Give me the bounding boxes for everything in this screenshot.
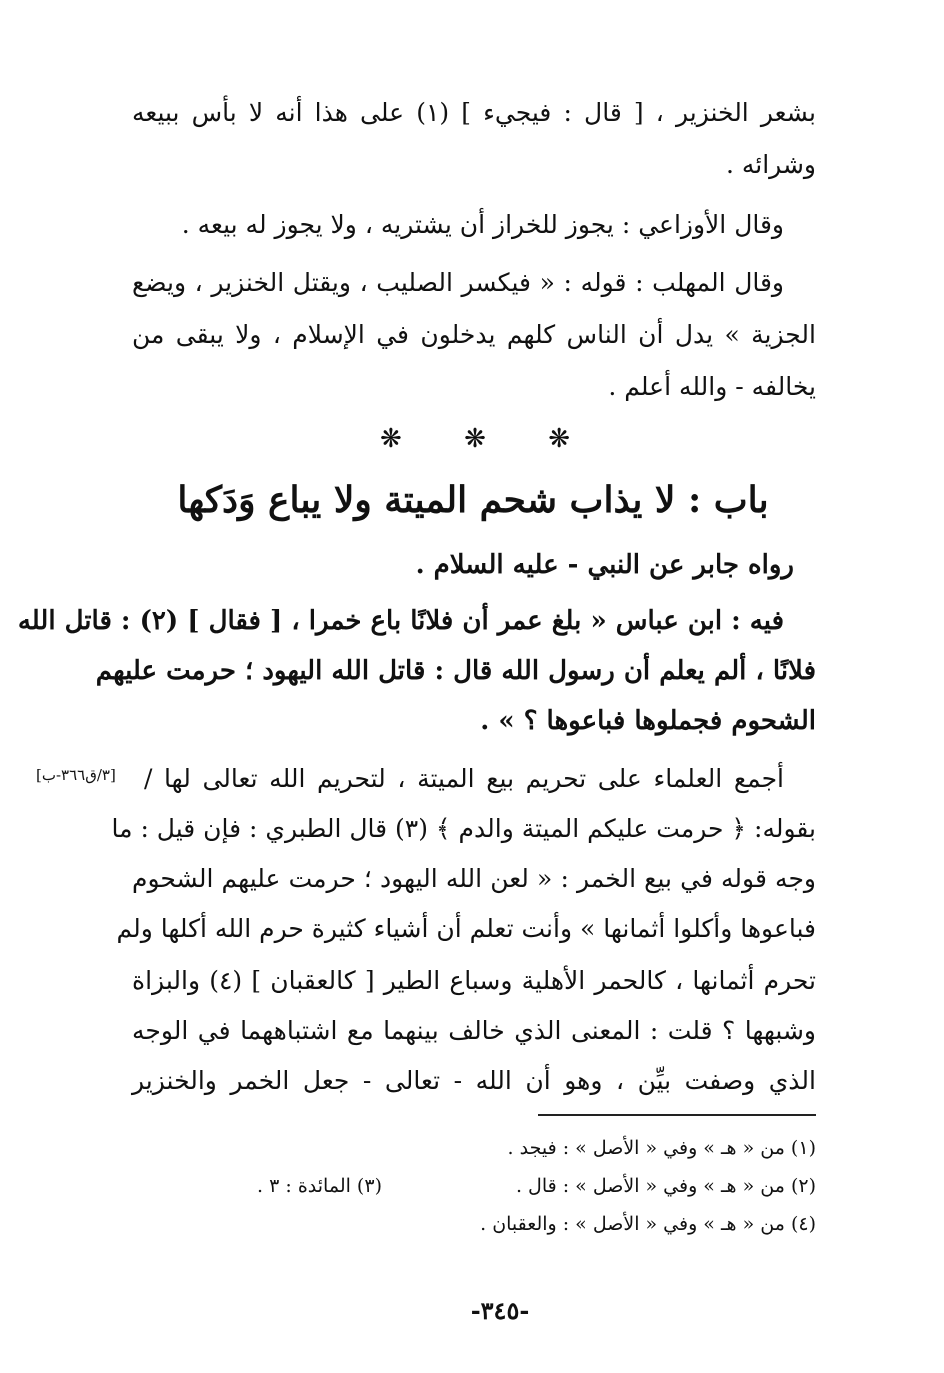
narration-line: رواه جابر عن النبي - عليه السلام .: [415, 550, 794, 580]
section-separator: [380, 424, 570, 454]
text-line: الجزية » يدل أن الناس كلهم يدخلون في الإسلام ، ولا يبقى من: [132, 320, 816, 349]
text-line: بقوله: ﴿ حرمت عليكم الميتة والدم ﴾ (٣) قال الطبري : فإن قيل : ما: [111, 814, 816, 843]
text-line: يخالفه - والله أعلم .: [608, 372, 816, 401]
text-line: الذي وصفت بيِّن ، وهو أن الله - تعالى - جعل الخمر والخنزير: [132, 1066, 816, 1095]
text-line: وقال الأوزاعي : يجوز للخراز أن يشتريه ، ولا يجوز له بيعه .: [181, 210, 784, 239]
text-line: وشبهها ؟ قلت : المعنى الذي خالف بينهما مع اشتباههما في الوجه: [132, 1016, 816, 1045]
text-line: أجمع العلماء على تحريم بيع الميتة ، لتحريم الله تعالى لها /: [144, 764, 784, 793]
hadith-line: فيه : ابن عباس « بلغ عمر أن فلانًا باع خمرا ، [ فقال ] (٢) : قاتل الله: [17, 606, 784, 636]
text-line: وقال المهلب : قوله : « فيكسر الصليب ، ويقتل الخنزير ، ويضع: [132, 268, 784, 297]
text-line: فباعوها وأكلوا أثمانها » وأنت تعلم أن أشياء كثيرة حرم الله أكلها ولم: [116, 914, 816, 943]
hadith-line: الشحوم فجملوها فباعوها ؟ » .: [480, 706, 816, 736]
star-ornament-icon: ❋: [464, 424, 486, 454]
hadith-line: فلانًا ، ألم يعلم أن رسول الله قال : قاتل الله اليهود ؛ حرمت عليهم: [95, 656, 816, 686]
text-line: تحرم أثمانها ، كالحمر الأهلية وسباع الطير [ كالعقبان ] (٤) والبزاة: [132, 966, 817, 995]
footnote: (٤) من « هـ » وفي « الأصل » : والعقبان .: [480, 1213, 816, 1235]
footnote: (١) من « هـ » وفي « الأصل » : فيجد .: [507, 1137, 816, 1159]
footnote: (٣) المائدة : ٣ .: [257, 1175, 382, 1197]
page-number: -٣٤٥-: [470, 1296, 530, 1325]
margin-note: [٣/ق٣٦٦-ب]: [36, 766, 116, 784]
text-line: بشعر الخنزير ، [ قال : فيجيء ] (١) على هذا أنه لا بأس ببيعه: [132, 98, 816, 127]
footnote: (٢) من « هـ » وفي « الأصل » : قال .: [515, 1175, 816, 1197]
text-line: وجه قوله في بيع الخمر : « لعن الله اليهود ؛ حرمت عليهم الشحوم: [132, 864, 816, 893]
star-ornament-icon: ❋: [380, 424, 402, 454]
text-line: وشرائه .: [725, 150, 816, 179]
star-ornament-icon: ❋: [548, 424, 570, 454]
chapter-title: باب : لا يذاب شحم الميتة ولا يباع وَدَكها: [177, 479, 769, 521]
footnote-divider: [538, 1114, 816, 1116]
